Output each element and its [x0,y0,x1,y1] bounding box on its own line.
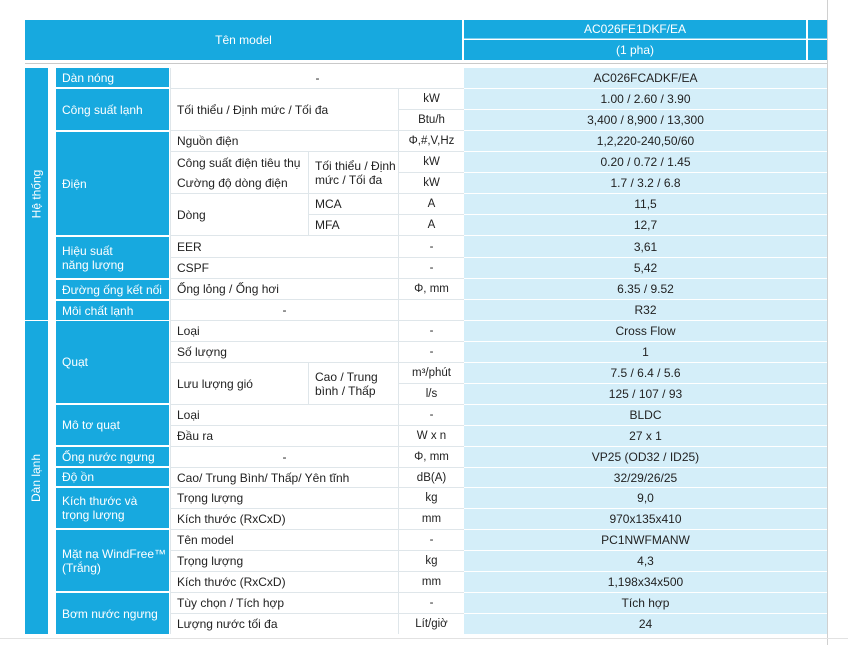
power-consumption-value: 0.20 / 0.72 / 1.45 [464,152,827,173]
unit-pipe: Φ, mm [398,279,464,300]
refrigerant-value: R32 [464,300,827,321]
unit-wxn: W x n [398,426,464,447]
weight-value: 9,0 [464,488,827,509]
power-consumption-label: Công suất điện tiêu thụ [170,152,308,173]
weight-label: Trọng lượng [170,488,398,509]
model-label: Tên model [25,20,462,60]
group-drain: Ống nước ngưng [56,447,169,467]
unit-mm: mm [398,509,464,530]
current-value: 1.7 / 3.2 / 6.8 [464,173,827,194]
group-pump: Bơm nước ngưng [56,593,169,634]
group-efficiency [56,237,169,279]
eer-label: EER [170,236,398,258]
line-label: Dòng [170,194,308,236]
fan-qty-value: 1 [464,342,827,363]
power-source-value: 1,2,220-240,50/60 [464,131,827,152]
airflow-ls-value: 125 / 107 / 93 [464,384,827,405]
airflow-label: Lưu lượng gió [170,363,308,405]
group-panel-label: Mặt nạ WindFree™ (Trắng) [62,546,167,575]
outdoor-model-value: AC026FCADKF/EA [464,68,827,89]
refrigerant-dash: - [170,300,398,321]
unit-kw-cooling: kW [398,89,464,110]
unit-dash-cspf: - [398,258,464,279]
cooling-minmax-label: Tối thiểu / Định mức / Tối đa [170,89,398,131]
bottom-border [0,638,848,639]
motor-type-value: BLDC [464,405,827,426]
unit-btu: Btu/h [398,110,464,131]
model-phase: (1 pha) [464,40,806,60]
panel-model-label: Tên model [170,530,398,551]
motor-output-label: Đầu ra [170,426,398,447]
unit-power: Φ,#,V,Hz [398,131,464,152]
drain-value: VP25 (OD32 / ID25) [464,447,827,468]
mca-label: MCA [308,194,398,215]
unit-dash-motor: - [398,405,464,426]
drain-dash: - [170,447,398,468]
noise-label: Cao/ Trung Bình/ Thấp/ Yên tĩnh [170,468,398,488]
current-label: Cường độ dòng điện [170,173,308,194]
dimensions-value: 970x135x410 [464,509,827,530]
section-system-label: Hệ thống [29,169,44,219]
unit-dash-eer: - [398,236,464,258]
motor-output-value: 27 x 1 [464,426,827,447]
fan-type-value: Cross Flow [464,321,827,342]
header-divider [25,63,827,64]
cspf-value: 5,42 [464,258,827,279]
pump-max-flow-label: Lượng nước tối đa [170,614,398,634]
header-extra-cell [808,20,827,39]
motor-type-label: Loại [170,405,398,426]
unit-dash-fanqty: - [398,342,464,363]
panel-dimensions-label: Kích thước (RxCxD) [170,572,398,593]
cspf-label: CSPF [170,258,398,279]
airflow-levels-label: Cao / Trung bình / Thấp [308,363,398,405]
unit-kw-current: kW [398,173,464,194]
right-border [827,0,828,645]
power-source-label: Nguồn điện [170,131,398,152]
dimensions-label: Kích thước (RxCxD) [170,509,398,530]
unit-refrigerant-blank [398,300,464,321]
unit-lh: Lít/giờ [398,614,464,634]
unit-kg-panel: kg [398,551,464,572]
mfa-label: MFA [308,215,398,236]
panel-weight-value: 4,3 [464,551,827,572]
noise-value: 32/29/26/25 [464,468,827,488]
unit-dash-panel: - [398,530,464,551]
unit-a-mca: A [398,194,464,215]
fan-qty-label: Số lượng [170,342,398,363]
unit-ls: l/s [398,384,464,405]
section-system [25,68,48,320]
group-electric: Điện [56,132,169,236]
panel-model-value: PC1NWFMANW [464,530,827,551]
group-piping: Đường ống kết nối [56,280,169,300]
mfa-value: 12,7 [464,215,827,236]
group-efficiency-label: Hiệu suất năng lượng [62,243,124,272]
group-refrigerant: Môi chất lạnh [56,301,169,320]
unit-mm-panel: mm [398,572,464,593]
pump-option-label: Tùy chọn / Tích hợp [170,593,398,614]
group-panel [56,530,169,592]
unit-m3: m³/phút [398,363,464,384]
group-fan: Quạt [56,321,169,404]
pipe-label: Ống lỏng / Ống hơi [170,279,398,300]
unit-pipe-drain: Φ, mm [398,447,464,468]
unit-dash-fantype: - [398,321,464,342]
pipe-value: 6.35 / 9.52 [464,279,827,300]
group-noise: Độ ồn [56,468,169,487]
section-indoor [25,321,48,634]
unit-db: dB(A) [398,468,464,488]
cooling-btu-value: 3,400 / 8,900 / 13,300 [464,110,827,131]
panel-dimensions-value: 1,198x34x500 [464,572,827,593]
section-indoor-label: Dàn lạnh [29,453,44,502]
unit-kg: kg [398,488,464,509]
airflow-m3-value: 7.5 / 6.4 / 5.6 [464,363,827,384]
unit-dash-pump: - [398,593,464,614]
model-code: AC026FE1DKF/EA [464,20,806,39]
pump-option-value: Tích hợp [464,593,827,614]
group-cooling: Công suất lạnh [56,89,169,131]
header-extra-cell-2 [808,40,827,60]
group-outdoor: Dàn nóng [56,68,169,88]
outdoor-dash: - [170,68,464,89]
unit-a-mfa: A [398,215,464,236]
pump-max-flow-value: 24 [464,614,827,634]
panel-weight-label: Trọng lượng [170,551,398,572]
unit-kw-power: kW [398,152,464,173]
group-size [56,488,169,529]
mca-value: 11,5 [464,194,827,215]
elec-minmax-label: Tối thiểu / Định mức / Tối đa [308,152,398,194]
cooling-kw-value: 1.00 / 2.60 / 3.90 [464,89,827,110]
group-size-label: Kích thước và trọng lượng [62,494,138,522]
eer-value: 3,61 [464,236,827,258]
group-motor: Mô tơ quạt [56,405,169,446]
fan-type-label: Loại [170,321,398,342]
